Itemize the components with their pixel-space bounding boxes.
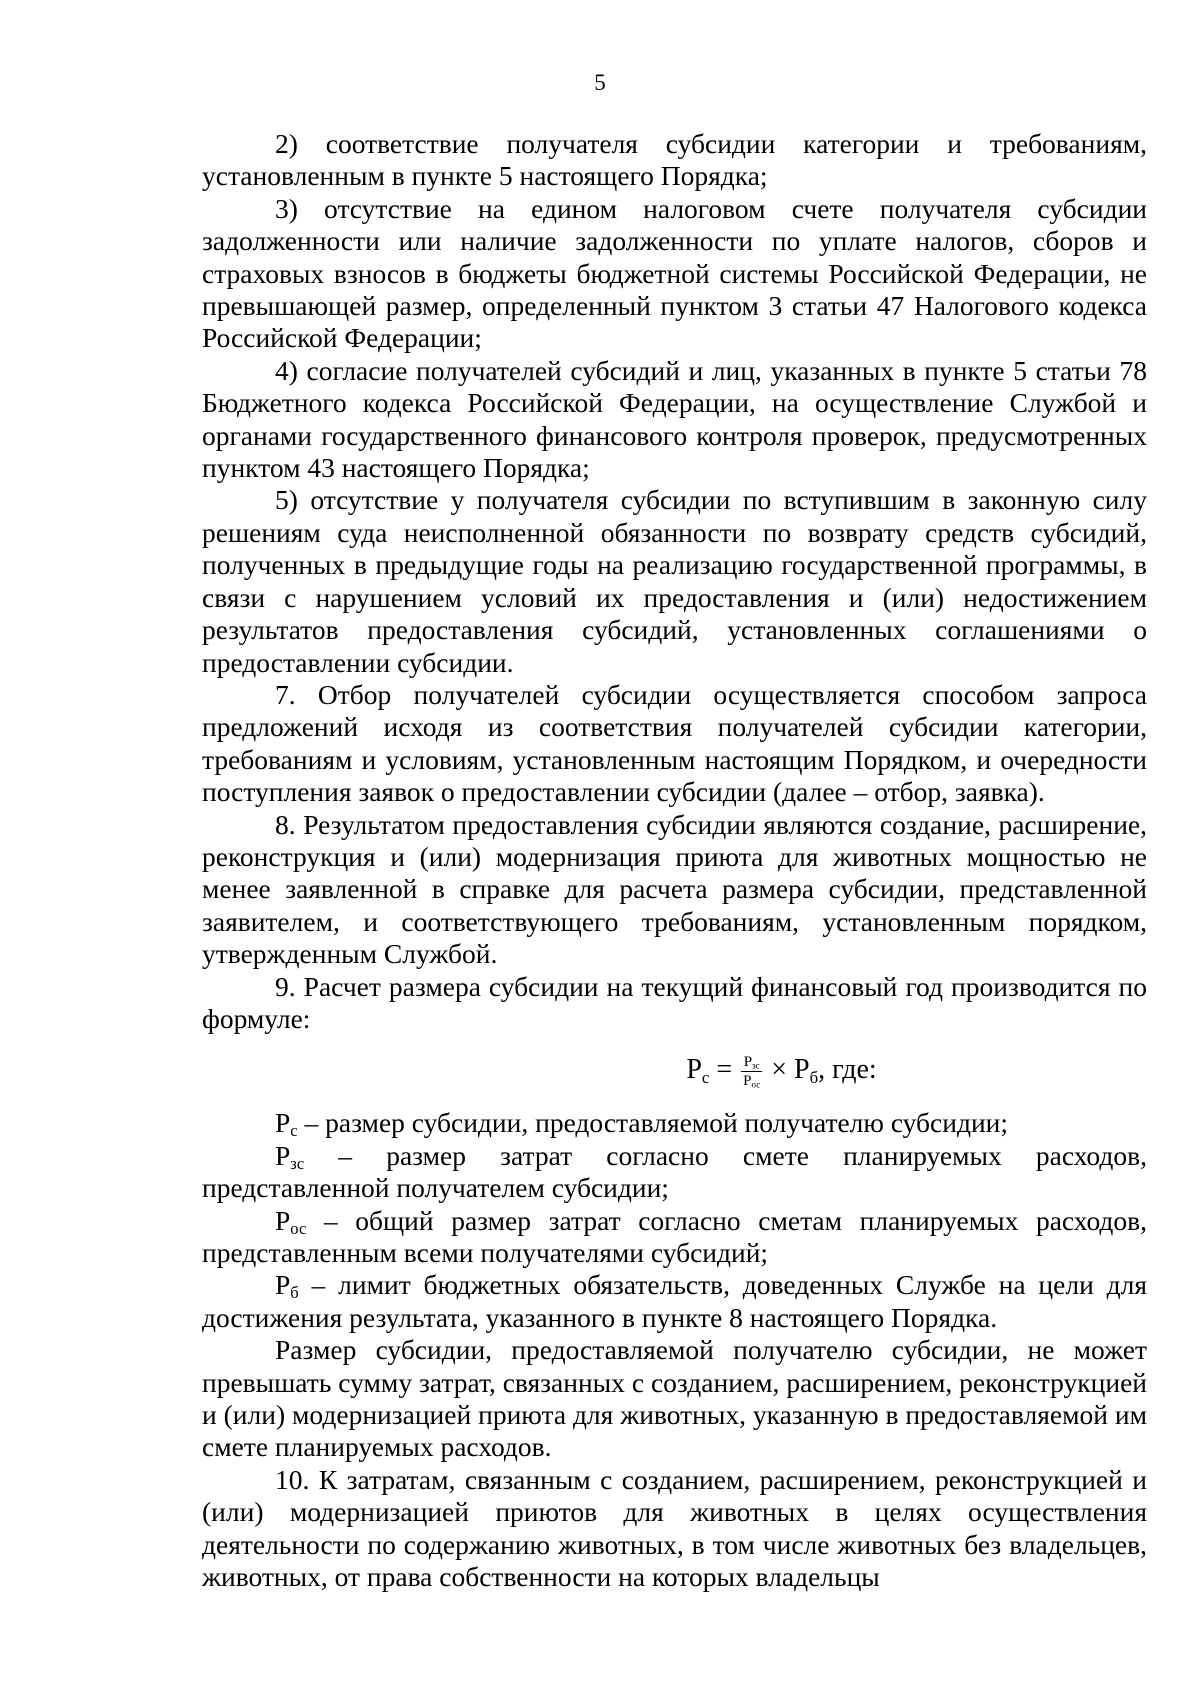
formula-fraction	[741, 1054, 762, 1089]
definition-pb	[202, 1269, 1147, 1334]
paragraph-clause-9: 9. Расчет размера субсидии на текущий финансовый год производится по формуле:	[202, 970, 1147, 1034]
paragraph-item-2: 2) соответствие получателя субсидии категории и требованиям, установленным в пункте 5 настоящего Порядка;	[202, 128, 1147, 192]
definition-text: – размер затрат согласно смете планируемых расходов, представленной получателем субсидии;	[202, 1139, 1147, 1204]
definition-symbol: $P_б$	[275, 1269, 299, 1303]
paragraph-subsidy-limit: Размер субсидии, предоставляемой получателю субсидии, не может превышать сумму затрат, связанных с созданием, расширением, реконструкцией и (или) модернизацией приюта для животных, указанную в предоставляемой им смете планируемых расходов.	[202, 1334, 1147, 1463]
document-body	[202, 128, 1147, 1593]
formula-numerator: $P_{зс}$	[741, 1054, 762, 1072]
formula-denominator: $P_{ос}$	[743, 1073, 761, 1091]
definition-pos	[202, 1205, 1147, 1270]
paragraph-item-4: 4) согласие получателей субсидий и лиц, указанных в пункте 5 статьи 78 Бюджетного кодекса Российской Федерации, на осуществление Службой и органами государственного финансового контроля проверок, предусмотренных пунктом 43 настоящего Порядка;	[202, 354, 1147, 484]
definition-symbol: $P_{зс}$	[275, 1139, 305, 1173]
formula-equals: =	[716, 1054, 733, 1086]
formula-lhs: $P_с$	[686, 1054, 710, 1088]
paragraph-item-3: 3) отсутствие на едином налоговом счете получателя субсидии задолженности или наличие задолженности по уплате налогов, сборов и страховых взносов в бюджеты бюджетной системы Российской Федерации, не превышающей размер, определенный пунктом 3 статьи 47 Налогового кодекса Российской Федерации;	[202, 192, 1147, 354]
paragraph-clause-8: 8. Результатом предоставления субсидии являются создание, расширение, реконструкция и (или) модернизация приюта для животных мощностью не менее заявленной в справке для расчета размера субсидии, представленной заявителем, и соответствующего требованиям, установленным порядком, утвержденным Службой.	[202, 808, 1147, 970]
subsidy-formula	[416, 1045, 1147, 1095]
page-number: 5	[594, 70, 606, 95]
formula-times: ×	[771, 1054, 787, 1086]
definition-text: – общий размер затрат согласно сметам планируемых расходов, представленным всеми получателями субсидий;	[202, 1204, 1147, 1268]
definition-text: – размер субсидии, предоставляемой получателю субсидии;	[297, 1107, 1009, 1139]
definition-pzs	[202, 1140, 1147, 1205]
paragraph-clause-7: 7. Отбор получателей субсидии осуществляется способом запроса предложений исходя из соответствия получателей субсидии категории, требованиям и условиям, установленным настоящим Порядком, и очередности поступления заявок о предоставлении субсидии (далее – отбор, заявка).	[202, 678, 1147, 808]
definition-text: – лимит бюджетных обязательств, доведенных Службе на цели для достижения результата, указанного в пункте 8 настоящего Порядка.	[202, 1269, 1147, 1333]
definition-symbol: $P_с$	[275, 1107, 298, 1141]
paragraph-item-5: 5) отсутствие у получателя субсидии по вступившим в законную силу решениям суда неисполненной обязанности по возврату средств субсидий, полученных в предыдущие годы на реализацию государственной программы, в связи с нарушением условий их предоставления и (или) недостижением результатов предоставления субсидий, установленных соглашениями о предоставлении субсидии.	[202, 484, 1147, 678]
definition-pc	[202, 1107, 1147, 1139]
formula-rhs: $P_б$	[794, 1054, 819, 1088]
paragraph-clause-10: 10. К затратам, связанным с созданием, расширением, реконструкцией и (или) модернизацией приютов для животных в целях осуществления деятельности по содержанию животных, в том числе животных без владельцев, животных, от права собственности на которых владельцы	[202, 1463, 1147, 1593]
formula-suffix: , где:	[818, 1054, 877, 1086]
definition-symbol: $P_{ос}$	[275, 1204, 307, 1238]
